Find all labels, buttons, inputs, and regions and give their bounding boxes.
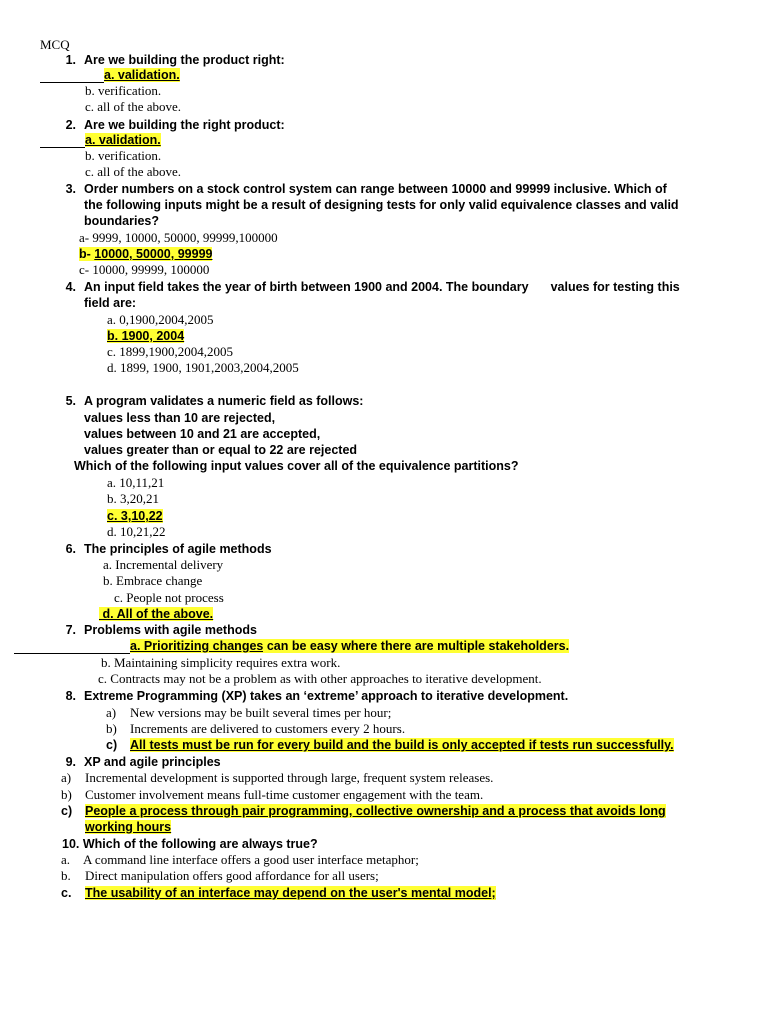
- correct-answer: The usability of an interface may depend on the user's mental model;: [85, 886, 496, 900]
- document-header: MCQ: [40, 37, 70, 52]
- question-3-line-2: the following inputs might be a result of designing tests for only valid equivalence classes and valid: [84, 198, 679, 212]
- question-number: 1.: [65, 53, 76, 67]
- question-9-option-c: c) People a process through pair programming, collective ownership and a process that avoids long: [61, 804, 666, 818]
- question-number: 8.: [65, 689, 76, 703]
- question-text: XP and agile principles: [84, 755, 221, 769]
- question-6-option-d: [99, 606, 213, 622]
- question-number: 6.: [65, 542, 76, 556]
- question-number: 5.: [65, 394, 76, 408]
- question-4-option-d: d. 1899, 1900, 1901,2003,2004,2005: [107, 360, 299, 375]
- question-5-line-2: values less than 10 are rejected,: [84, 411, 276, 425]
- question-4-option-c: c. 1899,1900,2004,2005: [107, 344, 234, 359]
- question-text: A program validates a numeric field as follows:: [84, 394, 364, 408]
- question-5-option-a: a. 10,11,21: [107, 475, 165, 490]
- question-8-option-a: a) New versions may be built several times per hour;: [106, 705, 392, 720]
- question-7-option-c: c. Contracts may not be a problem as with other approaches to iterative development.: [98, 671, 542, 686]
- correct-answer: a. Prioritizing changes: [130, 639, 264, 653]
- correct-answer: a. validation.: [85, 133, 161, 147]
- question-7-option-b: b. Maintaining simplicity requires extra work.: [101, 655, 341, 670]
- question-3-option-a: a- 9999, 10000, 50000, 99999,100000: [79, 230, 278, 245]
- correct-answer: c. 3,10,22: [107, 509, 163, 523]
- question-9-option-b: b) Customer involvement means full-time customer engagement with the team.: [61, 787, 484, 802]
- correct-answer: b. 1900, 2004: [107, 329, 185, 343]
- question-1-option-a: [104, 67, 180, 83]
- question-10-option-b: b. Direct manipulation offers good affordance for all users;: [61, 868, 379, 883]
- question-5-line-5: Which of the following input values cover all of the equivalence partitions?: [74, 459, 519, 473]
- question-9-option-a: a) Incremental development is supported through large, frequent system releases.: [61, 770, 494, 785]
- question-5-line-3: values between 10 and 21 are accepted,: [84, 427, 321, 441]
- question-number: 7.: [65, 623, 76, 637]
- question-9: [56, 754, 221, 770]
- correct-answer-prefix: b-: [79, 247, 91, 261]
- question-text: Problems with agile methods: [84, 623, 257, 637]
- question-text: An input field takes the year of birth between 1900 and 2004. The boundary: [84, 280, 529, 294]
- question-number: 9.: [65, 755, 76, 769]
- question-text: Order numbers on a stock control system can range between 10000 and 99999 inclusive. Which of: [84, 182, 667, 196]
- question-4: [56, 279, 680, 295]
- question-2: [56, 117, 285, 133]
- question-8: [56, 688, 568, 704]
- question-5: [56, 393, 363, 409]
- question-5-option-d: d. 10,21,22: [107, 524, 166, 539]
- question-10: [62, 836, 318, 852]
- question-9-option-c-cont: [85, 819, 171, 835]
- question-3-option-b: [79, 246, 212, 262]
- correct-answer: People a process through pair programming, collective ownership and a process that avoids long: [85, 804, 666, 818]
- correct-answer: a. validation.: [104, 68, 180, 82]
- question-4-option-a: a. 0,1900,2004,2005: [107, 312, 214, 327]
- answer-underline: [40, 147, 85, 148]
- question-number: 3.: [65, 182, 76, 196]
- question-8-option-b: b) Increments are delivered to customers every 2 hours.: [106, 721, 406, 736]
- correct-answer-rest: can be easy where there are multiple stakeholders.: [263, 639, 570, 653]
- question-6-option-b: b. Embrace change: [103, 573, 203, 588]
- question-text: The principles of agile methods: [84, 542, 272, 556]
- question-10-option-c: c. The usability of an interface may depend on the user's mental model;: [61, 886, 496, 900]
- question-text: Are we building the right product:: [84, 118, 285, 132]
- question-1: [56, 52, 285, 68]
- question-5-option-b: b. 3,20,21: [107, 491, 159, 506]
- question-5-option-c: [107, 508, 163, 524]
- correct-answer: d. All of the above.: [99, 607, 213, 621]
- question-text: Which of the following are always true?: [82, 837, 318, 851]
- question-1-option-b: b. verification.: [85, 83, 162, 98]
- question-number: 4.: [65, 280, 76, 294]
- question-3-option-c: c- 10000, 99999, 100000: [79, 262, 210, 277]
- question-number: 2.: [65, 118, 76, 132]
- question-text: Are we building the product right:: [84, 53, 285, 67]
- question-6-option-c: c. People not process: [114, 590, 224, 605]
- question-7: [56, 622, 257, 638]
- question-3-line-3: boundaries?: [84, 214, 160, 228]
- question-6-option-a: a. Incremental delivery: [103, 557, 224, 572]
- correct-answer: 10000, 50000, 99999: [94, 247, 213, 261]
- question-4-line-2: field are:: [84, 296, 137, 310]
- question-10-option-a: a. A command line interface offers a good user interface metaphor;: [61, 852, 419, 867]
- question-text: Extreme Programming (XP) takes an ‘extreme’ approach to iterative development.: [84, 689, 569, 703]
- question-text-cont: values for testing this: [550, 280, 680, 294]
- question-4-option-b: [107, 328, 184, 344]
- question-number: 10.: [62, 837, 80, 851]
- answer-underline: [14, 653, 130, 654]
- correct-answer-cont: working hours: [85, 820, 172, 834]
- question-5-line-4: values greater than or equal to 22 are rejected: [84, 443, 358, 457]
- correct-answer: All tests must be run for every build and the build is only accepted if tests run successfully.: [130, 738, 674, 752]
- question-8-option-c: c) All tests must be run for every build and the build is only accepted if tests run successfully.: [106, 738, 674, 752]
- question-1-option-c: c. all of the above.: [85, 99, 182, 114]
- question-2-option-c: c. all of the above.: [85, 164, 182, 179]
- question-2-option-a: [85, 132, 161, 148]
- question-6: [56, 541, 272, 557]
- question-3: [56, 181, 667, 197]
- question-2-option-b: b. verification.: [85, 148, 162, 163]
- question-7-option-a: [130, 638, 569, 654]
